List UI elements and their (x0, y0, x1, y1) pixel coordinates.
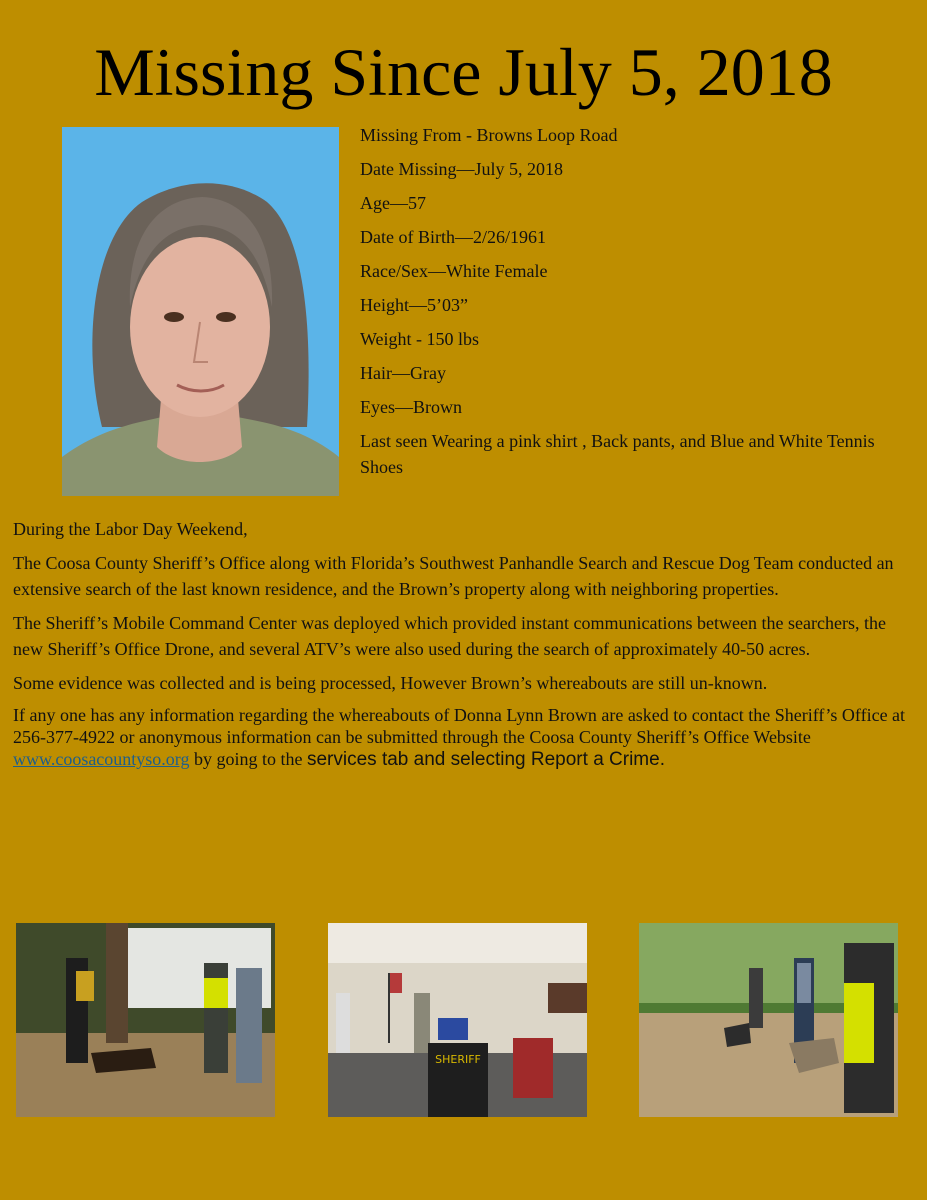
paragraph-intro: During the Labor Day Weekend, (13, 519, 248, 539)
detail-hair: Hair—Gray (360, 363, 446, 383)
detail-age: Age—57 (360, 193, 426, 213)
paragraph-contact (13, 704, 913, 771)
search-team-photo (16, 923, 275, 1117)
contact-text-end: services tab and selecting Report a Crime. (306, 749, 665, 770)
page-title: Missing Since July 5, 2018 (94, 34, 833, 110)
details-list (360, 122, 880, 488)
contact-text: If any one has any information regarding the whereabouts of Donna Lynn Brown are asked to contact the Sheriff’s Office at 256-377-4922 or anonymous information can be submitted through the Coosa County Sheriff’s Office Website (13, 705, 906, 747)
dog-team-photo (639, 923, 898, 1117)
missing-person-photo (62, 127, 339, 496)
sheriff-shirt-text: SHERIFF (435, 1053, 481, 1066)
website-link[interactable]: www.coosacountyso.org (13, 749, 190, 769)
detail-last-seen: Last seen Wearing a pink shirt , Back pants, and Blue and White Tennis Shoes (360, 431, 875, 477)
detail-height: Height—5’03” (360, 295, 468, 315)
paragraph-search: The Coosa County Sheriff’s Office along with Florida’s Southwest Panhandle Search and Rescue Dog Team conducted an extensive search of the last known residence, and the Brown’s property along with neighboring properties. (13, 553, 894, 599)
detail-date-missing: Date Missing—July 5, 2018 (360, 159, 564, 179)
body-text (13, 516, 913, 779)
detail-race-sex: Race/Sex—White Female (360, 261, 548, 281)
paragraph-evidence: Some evidence was collected and is being processed, However Brown’s whereabouts are still un-known. (13, 673, 768, 693)
paragraph-command-center: The Sheriff’s Mobile Command Center was deployed which provided instant communications between the searchers, the new Sheriff’s Office Drone, and several ATV’s were also used during the search of approximately 40-50 acres. (13, 613, 886, 659)
command-center-photo (328, 923, 587, 1117)
detail-date-of-birth: Date of Birth—2/26/1961 (360, 227, 546, 247)
detail-eyes: Eyes—Brown (360, 397, 462, 417)
detail-missing-from: Missing From - Browns Loop Road (360, 125, 618, 145)
detail-weight: Weight - 150 lbs (360, 329, 480, 349)
contact-text-mid: by going to the (189, 749, 307, 769)
